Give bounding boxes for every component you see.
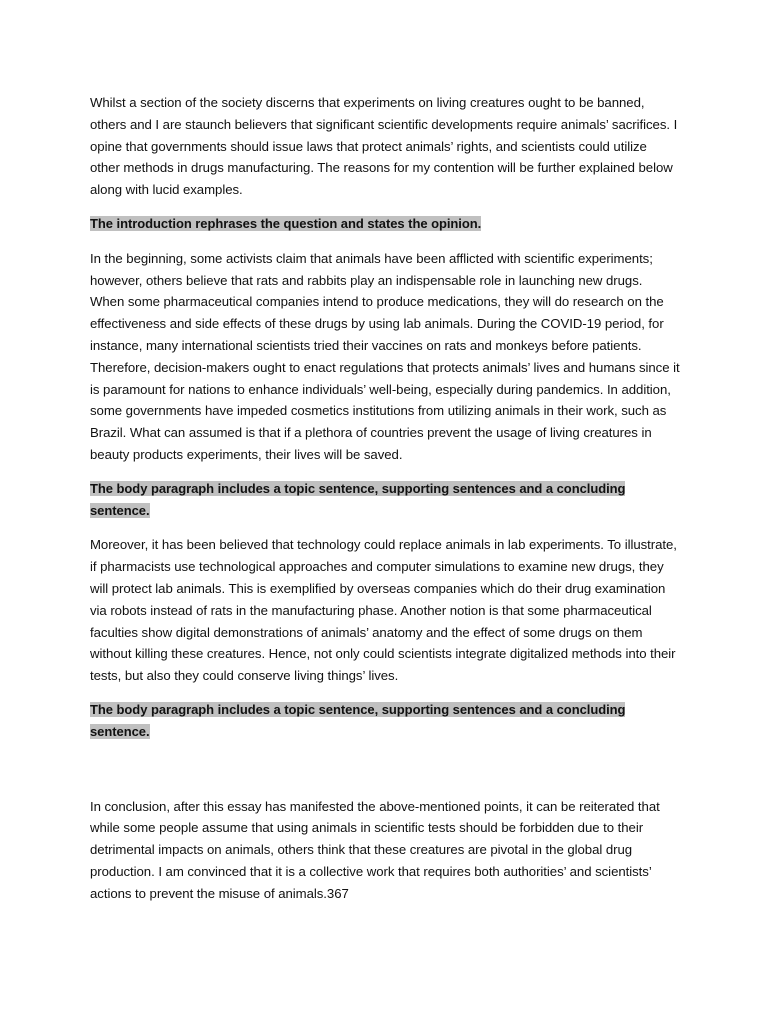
blank-spacer — [90, 756, 680, 796]
highlighted-note-text: The body paragraph includes a topic sentence, supporting sentences and a concluding sentence. — [90, 481, 626, 519]
highlighted-note-text: The body paragraph includes a topic sentence, supporting sentences and a concluding sentence. — [90, 702, 626, 740]
body-paragraph-1-note — [90, 478, 680, 522]
body-paragraph-1: In the beginning, some activists claim that animals have been afflicted with scientific experiments; however, others believe that rats and rabbits play an indispensable role in launching new drugs. When some pharmaceutical companies intend to produce medications, they will do research on the effectiveness and side effects of these drugs by using lab animals. During the COVID-19 period, for instance, many international scientists tried their vaccines on rats and monkeys before patients. Therefore, decision-makers ought to enact regulations that protects animals’ lives and humans since it is paramount for nations to enhance individuals’ well-being, especially during pandemics. In addition, some governments have impeded cosmetics institutions from utilizing animals in their work, such as Brazil. What can assumed is that if a plethora of countries prevent the usage of living creatures in beauty products experiments, their lives will be saved. — [90, 250, 680, 462]
introduction-note — [90, 213, 680, 235]
highlighted-note-text: The introduction rephrases the question and states the opinion. — [90, 216, 482, 232]
body-paragraph-2: Moreover, it has been believed that technology could replace animals in lab experiments. To illustrate, if pharmacists use technological approaches and computer simulations to examine new drugs, they will protect lab animals. This is exemplified by overseas companies which do their drug examination via robots instead of rats in the manufacturing phase. Another notion is that some pharmaceutical faculties show digital demonstrations of animals’ anatomy and the effect of some drugs on them without killing these creatures. Hence, not only could scientists integrate digitalized methods into their tests, but also they could conserve living things’ lives. — [90, 537, 677, 684]
conclusion-paragraph: In conclusion, after this essay has manifested the above-mentioned points, it can be reiterated that while some people assume that using animals in scientific tests should be forbidden due to their detrimental impacts on animals, others think that these creatures are pivotal in the global drug production. I am convinced that it is a collective work that requires both authorities’ and scientists’ actions to prevent the misuse of animals.367 — [90, 798, 660, 901]
introduction-paragraph: Whilst a section of the society discerns that experiments on living creatures ought to be banned, others and I are staunch believers that significant scientific developments require animals’ sacrifices. I opine that governments should issue laws that protect animals’ rights, and scientists could utilize other methods in drugs manufacturing. The reasons for my contention will be further explained below along with lucid examples. — [90, 95, 678, 198]
body-paragraph-2-note — [90, 699, 680, 743]
document-page — [90, 92, 680, 917]
